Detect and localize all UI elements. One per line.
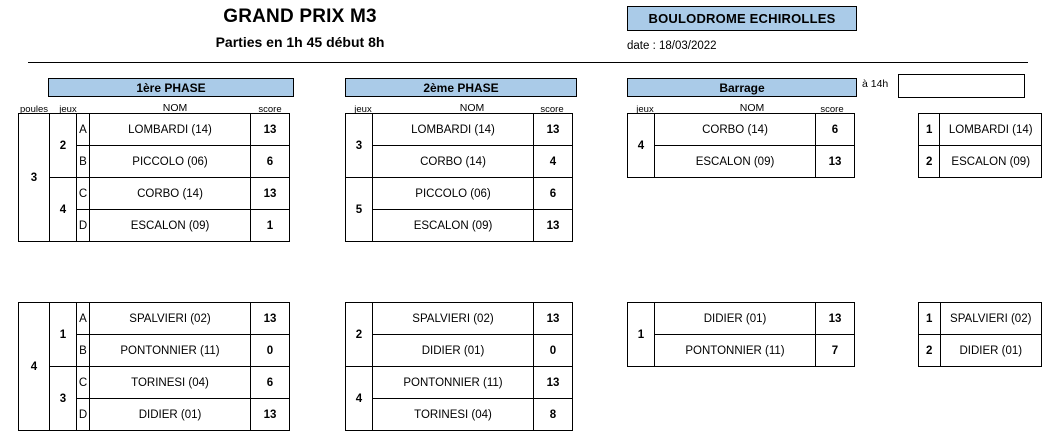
player-name[interactable]: TORINESI (04) (90, 367, 251, 399)
player-name[interactable]: CORBO (14) (373, 146, 534, 178)
row-letter: A (77, 114, 90, 146)
player-score[interactable]: 8 (534, 399, 573, 431)
empty-note-box[interactable] (898, 74, 1025, 98)
header-divider (28, 62, 1028, 63)
column-header-jeux-phase1: jeux (59, 104, 77, 115)
table-row[interactable] (346, 303, 573, 335)
phase1-header: 1ère PHASE (48, 78, 294, 97)
player-name[interactable]: PONTONNIER (11) (373, 367, 534, 399)
barrage-time-label: à 14h (862, 78, 889, 90)
column-header-poules: poules (20, 104, 48, 115)
player-name[interactable]: PONTONNIER (11) (90, 335, 251, 367)
player-name[interactable]: CORBO (14) (90, 178, 251, 210)
player-score[interactable]: 6 (251, 146, 290, 178)
row-letter: D (77, 399, 90, 431)
table-row[interactable] (919, 303, 1042, 335)
phase1-top-table (18, 113, 290, 242)
jeu-number: 1 (628, 303, 655, 367)
qualified-top-table (918, 113, 1042, 178)
column-header-score-phase2: score (540, 104, 564, 115)
table-row[interactable] (19, 178, 290, 210)
table-row[interactable] (628, 114, 855, 146)
player-score[interactable]: 13 (816, 303, 855, 335)
table-row[interactable] (346, 146, 573, 178)
row-letter: B (77, 335, 90, 367)
column-header-score-barrage: score (820, 104, 844, 115)
jeu-number: 4 (50, 178, 77, 242)
player-score[interactable]: 6 (251, 367, 290, 399)
column-header-jeux-barrage: jeux (636, 104, 654, 115)
player-score[interactable]: 13 (534, 303, 573, 335)
row-letter: B (77, 146, 90, 178)
table-row[interactable] (346, 114, 573, 146)
phase2-top-table (345, 113, 573, 242)
barrage-top-table (627, 113, 855, 178)
qualified-name[interactable]: ESCALON (09) (940, 146, 1042, 178)
player-name[interactable]: ESCALON (09) (655, 146, 816, 178)
qualified-name[interactable]: SPALVIERI (02) (940, 303, 1042, 335)
qualified-name[interactable]: DIDIER (01) (940, 335, 1042, 367)
qualified-rank: 2 (919, 146, 940, 178)
player-score[interactable]: 6 (816, 114, 855, 146)
jeu-number: 3 (50, 367, 77, 431)
player-score[interactable]: 1 (251, 210, 290, 242)
player-score[interactable]: 13 (534, 114, 573, 146)
row-letter: D (77, 210, 90, 242)
jeu-number: 4 (628, 114, 655, 178)
player-score[interactable]: 13 (251, 399, 290, 431)
table-row[interactable] (628, 303, 855, 335)
table-row[interactable] (346, 399, 573, 431)
phase2-bottom-table (345, 302, 573, 431)
table-row[interactable] (628, 335, 855, 367)
row-letter: A (77, 303, 90, 335)
jeu-number: 5 (346, 178, 373, 242)
jeu-number: 3 (346, 114, 373, 178)
table-row[interactable] (628, 146, 855, 178)
table-row[interactable] (19, 114, 290, 146)
jeu-number: 4 (346, 367, 373, 431)
player-score[interactable]: 13 (251, 114, 290, 146)
poule-number: 3 (19, 114, 50, 242)
player-score[interactable]: 6 (534, 178, 573, 210)
table-row[interactable] (919, 114, 1042, 146)
date-label: date : 18/03/2022 (627, 40, 717, 52)
table-row[interactable] (919, 335, 1042, 367)
player-name[interactable]: PICCOLO (06) (90, 146, 251, 178)
column-header-nom-phase2: NOM (459, 102, 485, 114)
player-score[interactable]: 13 (816, 146, 855, 178)
player-name[interactable]: SPALVIERI (02) (90, 303, 251, 335)
player-name[interactable]: PONTONNIER (11) (655, 335, 816, 367)
column-header-score-phase1: score (258, 104, 282, 115)
jeu-number: 2 (346, 303, 373, 367)
player-score[interactable]: 13 (534, 367, 573, 399)
table-row[interactable] (19, 367, 290, 399)
player-name[interactable]: TORINESI (04) (373, 399, 534, 431)
qualified-name[interactable]: LOMBARDI (14) (940, 114, 1042, 146)
player-score[interactable]: 0 (251, 335, 290, 367)
table-row[interactable] (346, 210, 573, 242)
player-score[interactable]: 4 (534, 146, 573, 178)
column-header-nom-phase1: NOM (162, 102, 188, 114)
jeu-number: 2 (50, 114, 77, 178)
table-row[interactable] (346, 335, 573, 367)
player-name[interactable]: DIDIER (01) (373, 335, 534, 367)
player-name[interactable]: LOMBARDI (14) (90, 114, 251, 146)
table-row[interactable] (19, 303, 290, 335)
player-name[interactable]: SPALVIERI (02) (373, 303, 534, 335)
phase2-header: 2ème PHASE (345, 78, 577, 97)
player-name[interactable]: PICCOLO (06) (373, 178, 534, 210)
barrage-bottom-table (627, 302, 855, 367)
poule-number: 4 (19, 303, 50, 431)
row-letter: C (77, 178, 90, 210)
player-name[interactable]: LOMBARDI (14) (373, 114, 534, 146)
phase1-bottom-table (18, 302, 290, 431)
table-row[interactable] (346, 367, 573, 399)
player-score[interactable]: 13 (534, 210, 573, 242)
player-name[interactable]: CORBO (14) (655, 114, 816, 146)
column-header-jeux-phase2: jeux (354, 104, 372, 115)
player-name[interactable]: DIDIER (01) (655, 303, 816, 335)
player-score[interactable]: 13 (251, 178, 290, 210)
table-row[interactable] (919, 146, 1042, 178)
player-score[interactable]: 0 (534, 335, 573, 367)
player-name[interactable]: ESCALON (09) (373, 210, 534, 242)
player-name[interactable]: DIDIER (01) (90, 399, 251, 431)
barrage-header: Barrage (627, 78, 857, 97)
player-score[interactable]: 13 (251, 303, 290, 335)
table-row[interactable] (346, 178, 573, 210)
page-title: GRAND PRIX M3 (223, 6, 377, 27)
jeu-number: 1 (50, 303, 77, 367)
page-subtitle: Parties en 1h 45 début 8h (215, 34, 385, 50)
venue-banner: BOULODROME ECHIROLLES (627, 6, 857, 31)
qualified-bottom-table (918, 302, 1042, 367)
player-name[interactable]: ESCALON (09) (90, 210, 251, 242)
player-score[interactable]: 7 (816, 335, 855, 367)
column-header-nom-barrage: NOM (739, 102, 765, 114)
qualified-rank: 1 (919, 114, 940, 146)
row-letter: C (77, 367, 90, 399)
qualified-rank: 1 (919, 303, 941, 335)
qualified-rank: 2 (919, 335, 941, 367)
